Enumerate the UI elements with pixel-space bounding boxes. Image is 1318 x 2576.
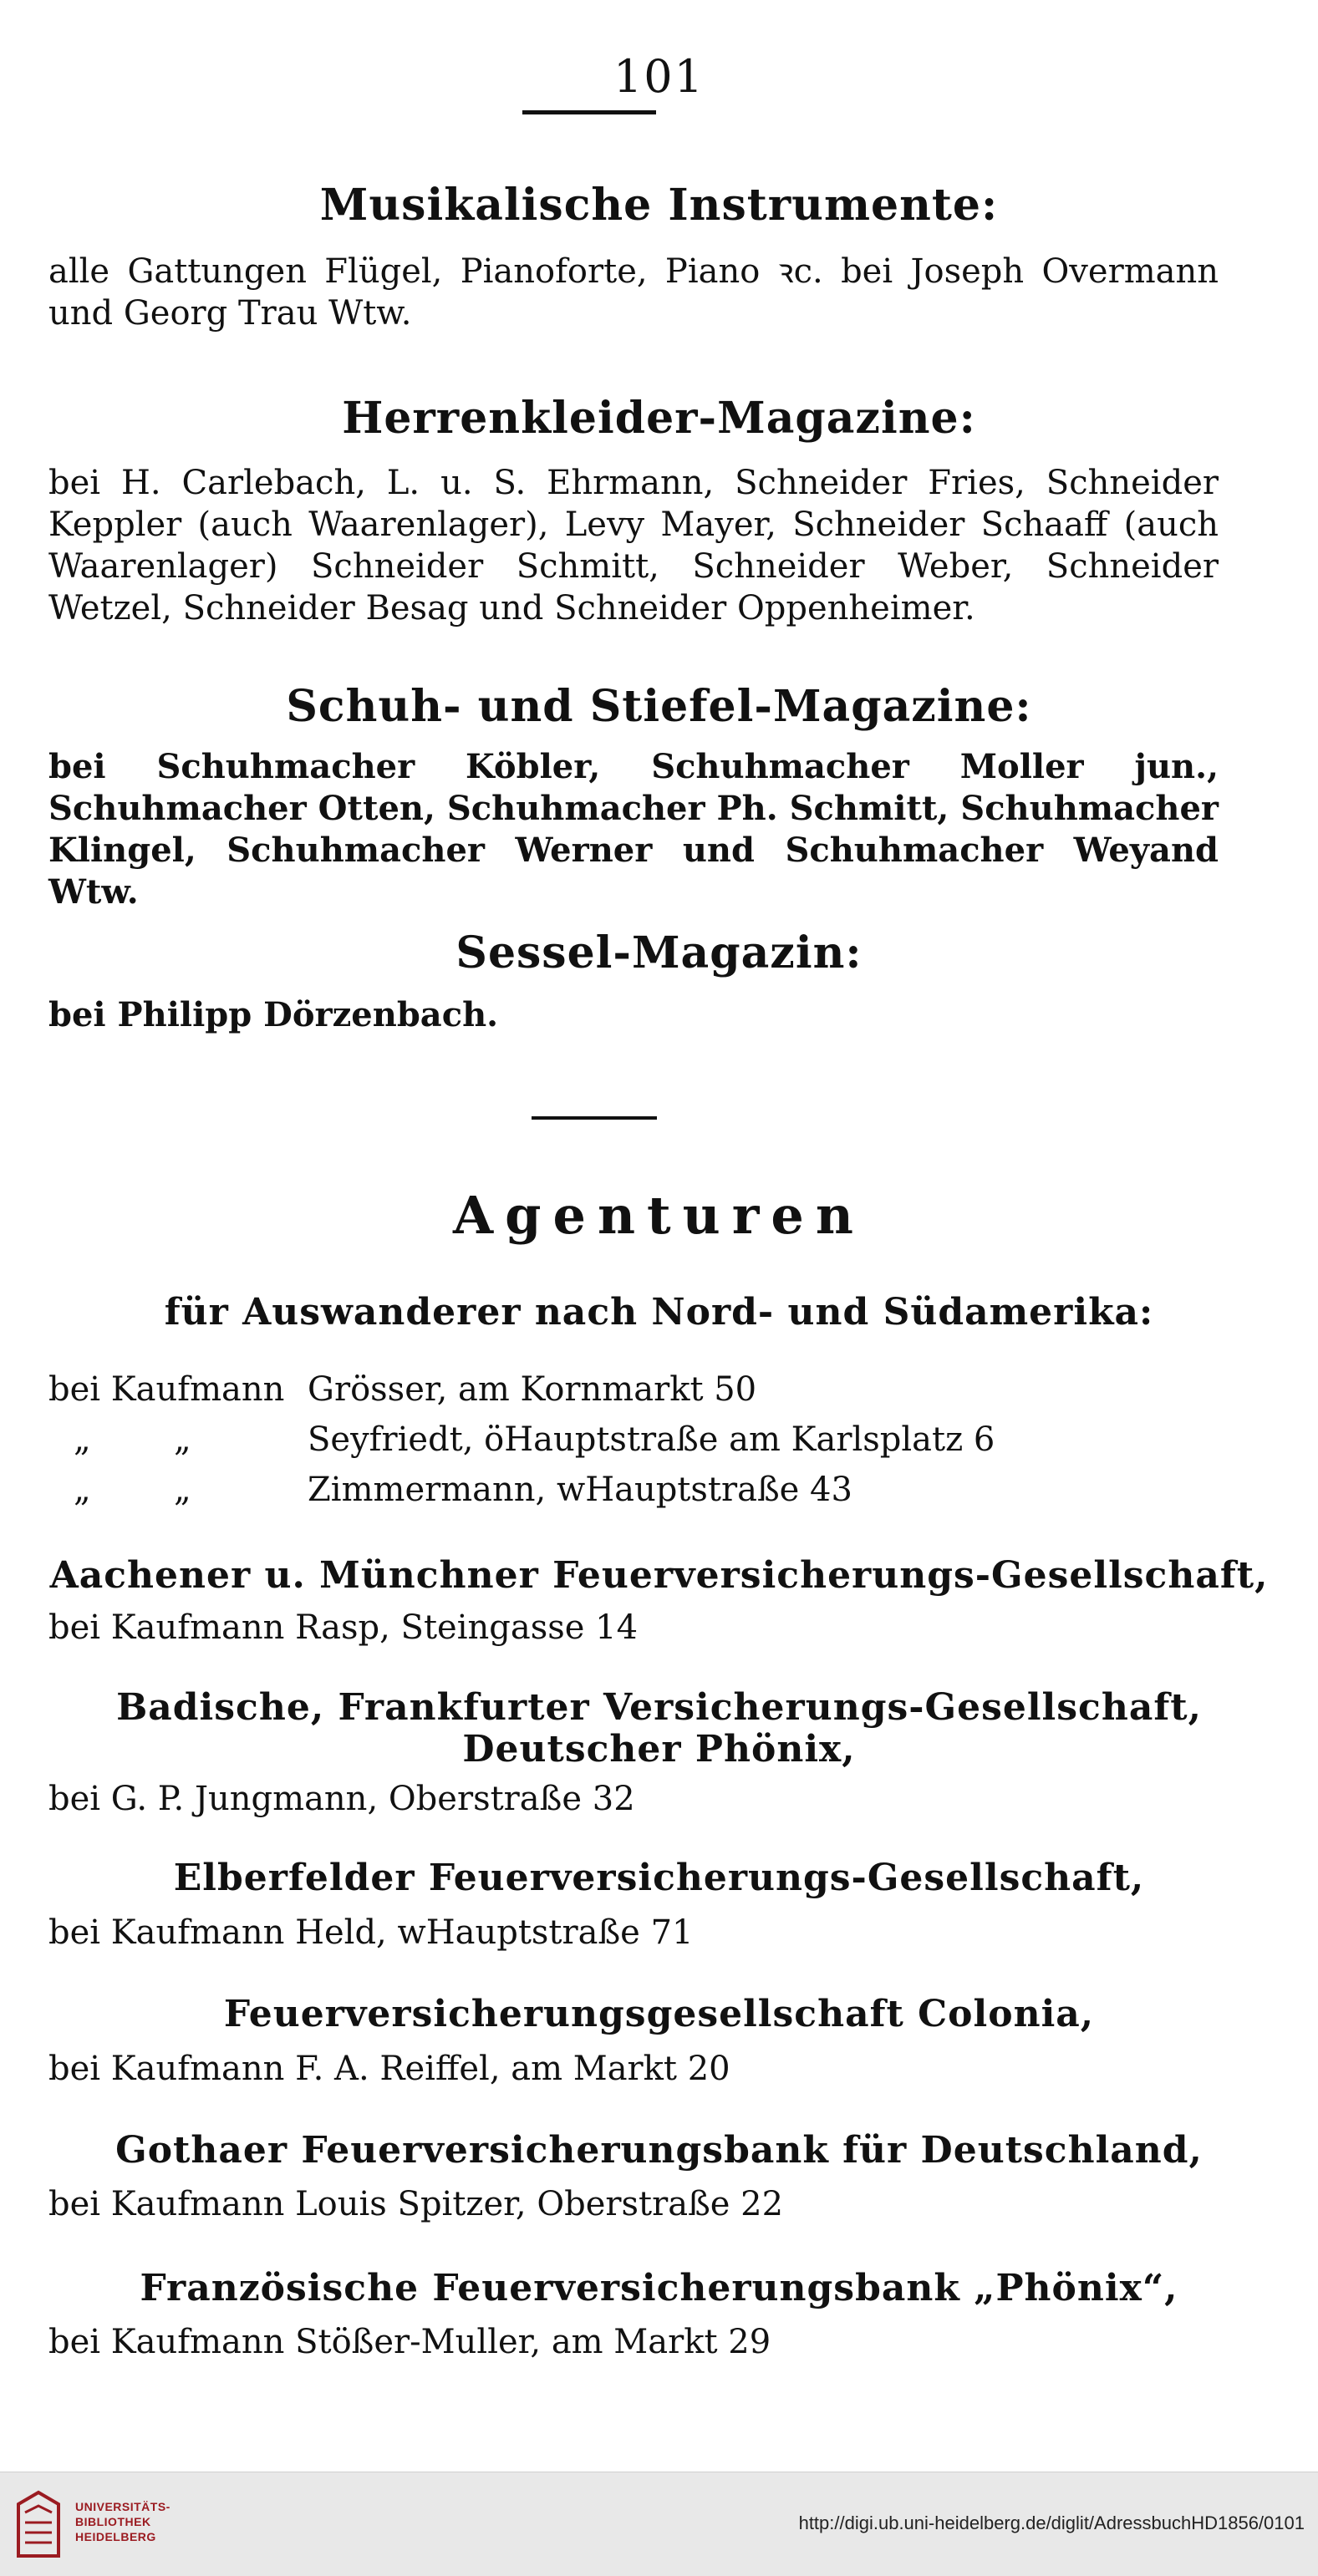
row-prefix: bei Kaufmann — [48, 1370, 285, 1409]
row-value: Seyfriedt, öHauptstraße am Karlsplatz 6 — [308, 1420, 995, 1459]
heading-gothaer: Gothaer Feuerversicherungsbank für Deutschland, — [115, 2129, 1203, 2172]
footer-bar — [0, 2472, 1318, 2576]
text-herrenkleider-magazine: bei H. Carlebach, L. u. S. Ehrmann, Schneider Fries, Schneider Keppler (auch Waarenlager), Levy Mayer, Schneider Schaaff (auch Waarenlager) Schneider Schmitt, Schneider Weber, Schneider Wetzel, Schneider Besag und Schneider Oppenheimer. — [48, 464, 1219, 627]
heading-aachener-muenchner: Aachener u. Münchner Feuerversicherungs-Gesellschaft, — [49, 1554, 1269, 1597]
text-colonia: bei Kaufmann F. A. Reiffel, am Markt 20 — [48, 2050, 730, 2088]
heading-sessel-magazin: Sessel-Magazin: — [455, 927, 863, 978]
row-ditto: „ — [174, 1471, 191, 1509]
text-badische-frankfurter: bei G. P. Jungmann, Oberstraße 32 — [48, 1780, 635, 1818]
text-aachener-muenchner: bei Kaufmann Rasp, Steingasse 14 — [48, 1608, 639, 1647]
heading-badische-frankfurter: Badische, Frankfurter Versicherungs-Gesellschaft, — [116, 1686, 1202, 1729]
logo-line-3: HEIDELBERG — [75, 2530, 156, 2543]
row-ditto: „ — [74, 1420, 91, 1459]
heading-herrenkleider-magazine: Herrenkleider-Magazine: — [342, 393, 976, 444]
heading-colonia: Feuerversicherungsgesellschaft Colonia, — [223, 1993, 1095, 2035]
heading-agenturen: Agenturen — [453, 1185, 865, 1246]
row-ditto: „ — [174, 1420, 191, 1459]
university-library-logo-icon — [13, 2487, 64, 2561]
text-musikalische-instrumente: alle Gattungen Flügel, Pianoforte, Piano ꝛc. bei Joseph Overmann und Georg Trau Wtw. — [48, 252, 1219, 333]
text-schuh-stiefel-magazine: bei Schuhmacher Köbler, Schuhmacher Moller jun., Schuhmacher Otten, Schuhmacher Ph. Schmitt, Schuhmacher Klingel, Schuhmacher Werner und Schuhmacher Weyand Wtw. — [48, 747, 1219, 912]
heading-franzoesische-phoenix: Französische Feuerversicherungsbank „Phönix“, — [140, 2267, 1178, 2309]
row-ditto: „ — [74, 1471, 91, 1509]
page-number: 101 — [613, 50, 705, 103]
heading-schuh-stiefel-magazine: Schuh- und Stiefel-Magazine: — [286, 681, 1032, 732]
row-value: Grösser, am Kornmarkt 50 — [308, 1370, 757, 1409]
heading-elberfelder: Elberfelder Feuerversicherungs-Gesellschaft, — [173, 1857, 1145, 1899]
page-number-rule — [522, 110, 656, 114]
logo-line-1: UNIVERSITÄTS- — [75, 2500, 170, 2513]
logo-line-2: BIBLIOTHEK — [75, 2515, 151, 2528]
heading-musikalische-instrumente: Musikalische Instrumente: — [319, 180, 999, 231]
row-value: Zimmermann, wHauptstraße 43 — [308, 1471, 852, 1509]
text-franzoesische-phoenix: bei Kaufmann Stößer-Muller, am Markt 29 — [48, 2323, 771, 2361]
text-gothaer: bei Kaufmann Louis Spitzer, Oberstraße 22 — [48, 2185, 784, 2223]
section-divider-rule — [532, 1116, 657, 1120]
source-url-link[interactable]: http://digi.ub.uni-heidelberg.de/diglit/AdressbuchHD1856/0101 — [798, 2512, 1305, 2533]
text-sessel-magazin: bei Philipp Dörzenbach. — [48, 995, 499, 1034]
logo-text — [75, 2499, 170, 2544]
heading-deutscher-phoenix: Deutscher Phönix, — [462, 1728, 856, 1771]
text-elberfelder: bei Kaufmann Held, wHauptstraße 71 — [48, 1913, 694, 1952]
heading-auswanderer: für Auswanderer nach Nord- und Südamerika: — [164, 1291, 1154, 1334]
